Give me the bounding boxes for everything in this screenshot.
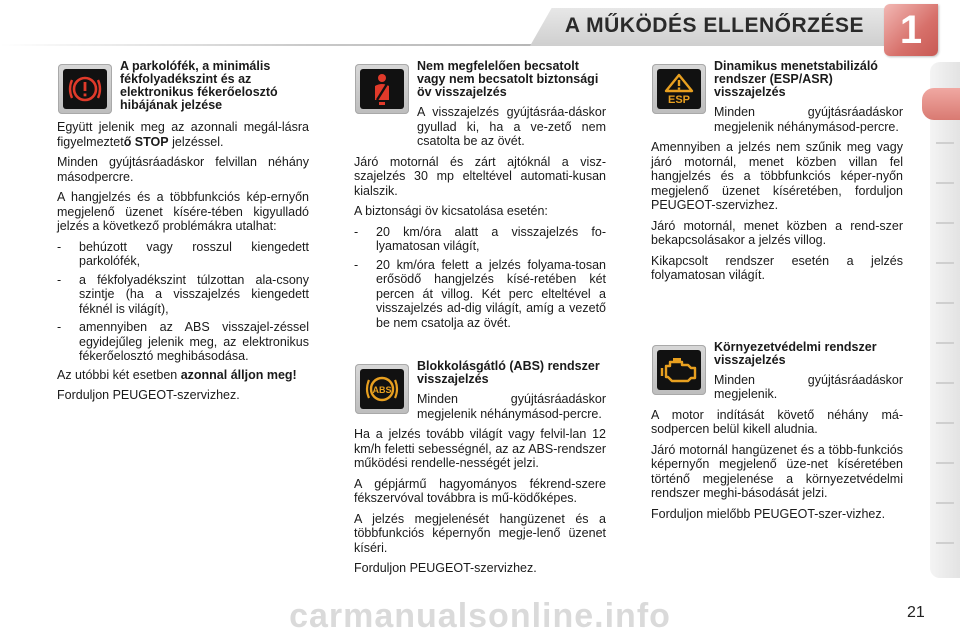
parking-brake-warning-icon	[58, 64, 112, 114]
paragraph: A gépjármű hagyományos fékrend-szere fékszervóval továbbra is mű-ködőképes.	[354, 476, 606, 505]
section-heading: Nem megfelelően becsatolt vagy nem becsatolt biztonsági öv visszajelzés	[417, 59, 599, 99]
paragraph: Minden gyújtásráadáskor megjelenik néhánymásod-percre.	[714, 105, 903, 134]
column-parking-brake	[57, 60, 309, 409]
svg-text:ESP: ESP	[667, 94, 691, 105]
esp-warning-icon	[652, 64, 706, 114]
section-heading: Környezetvédelmi rendszer visszajelzés	[714, 339, 877, 367]
tab-divider	[936, 262, 954, 264]
chapter-tab-active[interactable]	[922, 88, 960, 120]
paragraph: A motor indítását követő néhány má-sodpercen belül kikell aludnia.	[651, 407, 903, 436]
list-item: - 20 km/óra felett a jelzés folyama-tosan erősödő hangjelzés kísé-retében két percen át villog. Két perc elteltével a visszajelzés ad-dig világít, amíg a vezető be nem csatolja az övét.	[354, 257, 606, 330]
paragraph: Járó motornál és zárt ajtóknál a visz-szajelzés 30 mp elteltével automati-kusan kialszik.	[354, 154, 606, 198]
paragraph: Forduljon PEUGEOT-szervizhez.	[354, 561, 537, 575]
abs-warning-icon	[355, 364, 409, 414]
page-title: A MŰKÖDÉS ELLENŐRZÉSE	[564, 14, 864, 37]
watermark: carmanualsonline.info	[289, 597, 671, 635]
tab-divider	[936, 502, 954, 504]
list-item: - amennyiben az ABS visszajel-zéssel egyidejűleg jelenik meg, az elektronikus fékerőelosztó meghibásodása.	[57, 320, 309, 363]
paragraph: Ha a jelzés tovább világít vagy felvil-lan 12 km/h feletti sebességnél, az az ABS-rendszer működési rendelle-nességét jelzi.	[354, 427, 606, 470]
paragraph: A jelzés megjelenését hangüzenet és a többfunkciós képernyőn megje-lenő üzenet kíséri.	[354, 511, 606, 555]
chapter-badge: 1	[884, 4, 938, 56]
tab-divider	[936, 302, 954, 304]
list-item: - behúzott vagy rosszul kiengedett parkolófék,	[57, 239, 309, 268]
paragraph: Együtt jelenik meg az azonnali megál-lásra figyelmeztető STOP jelzéssel.	[57, 120, 309, 149]
paragraph: Minden gyújtásráadáskor megjelenik.	[714, 372, 903, 401]
section-heading: Blokkolásgátló (ABS) rendszer visszajelzés	[417, 359, 600, 386]
paragraph: A visszajelzés gyújtásráa-dáskor gyullad ki, ha a ve-zető nem csatolta be az övét.	[417, 105, 606, 148]
page-number: 21	[907, 604, 925, 621]
tab-divider	[936, 382, 954, 384]
tab-divider	[936, 342, 954, 344]
svg-text:ABS: ABS	[372, 385, 392, 395]
list-item: - 20 km/óra alatt a visszajelzés fo-lyamatosan világít,	[354, 224, 606, 253]
column-seatbelt-abs	[354, 60, 606, 582]
paragraph: A biztonsági öv kicsatolása esetén:	[354, 204, 548, 218]
chapter-tab-rail	[930, 62, 960, 578]
section-heading: A parkolófék, a minimális fékfolyadékszint és az elektronikus fékerőelosztó hibájának jelzése	[120, 59, 278, 112]
paragraph: Forduljon PEUGEOT-szervizhez.	[57, 388, 240, 402]
paragraph: Minden gyújtásráadáskor felvillan néhány másodpercre.	[57, 155, 309, 184]
paragraph: Járó motornál, menet közben a rend-szer bekapcsolásakor a jelzés villog.	[651, 218, 903, 247]
paragraph: Kikapcsolt rendszer esetén a jelzés folyamatosan világít.	[651, 253, 903, 282]
tab-divider	[936, 422, 954, 424]
page-header	[0, 0, 960, 52]
seatbelt-warning-icon	[355, 64, 409, 114]
paragraph: Amennyiben a jelzés nem szűnik meg vagy járó motornál, menet közben villan fel hangjelzés és a többfunkciós képer-nyőn megjelenő üzenet kíséretében, forduljon PEUGEOT-szervizhez.	[651, 140, 903, 212]
tab-divider	[936, 182, 954, 184]
paragraph: Az utóbbi két esetben azonnal álljon meg!	[57, 367, 297, 382]
paragraph: Forduljon mielőbb PEUGEOT-szer-vizhez.	[651, 506, 886, 521]
list-item: - a fékfolyadékszint túlzottan ala-csony szintje (ha a visszajelzés kiengedett féknél is világít),	[57, 272, 309, 316]
paragraph: Járó motornál hangüzenet és a több-funkciós képernyőn megjelenő üze-net kíséretében történő megjelenése a környezetvédelmi rendszer meghi-básodását jelzi.	[651, 442, 903, 500]
paragraph: Minden gyújtásráadáskor megjelenik néhánymásod-percre.	[417, 392, 606, 421]
tab-divider	[936, 462, 954, 464]
engine-check-icon	[652, 345, 706, 395]
paragraph: A hangjelzés és a többfunkciós kép-ernyőn megjelenő üzenet kísére-tében kigyulladó jelzés a következő problémákra utalhat:	[57, 190, 309, 233]
tab-divider	[936, 542, 954, 544]
column-esp-engine	[651, 60, 903, 527]
tab-divider	[936, 142, 954, 144]
tab-divider	[936, 222, 954, 224]
section-heading: Dinamikus menetstabilizáló rendszer (ESP/ASR) visszajelzés	[714, 59, 878, 99]
